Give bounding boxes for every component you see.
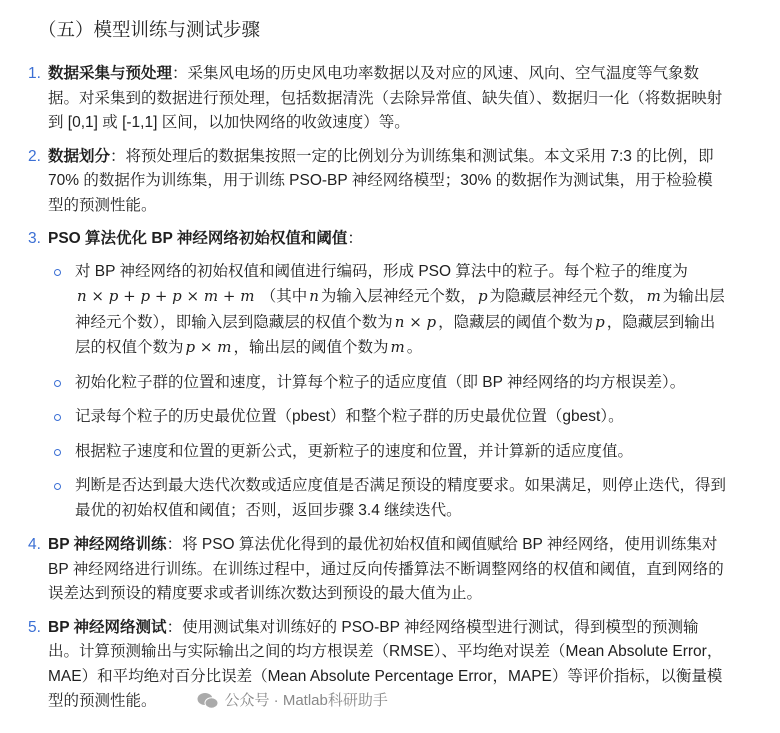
watermark — [197, 689, 388, 714]
substep-5 — [48, 474, 728, 523]
text: 为输出层神经元个数），即输入层到隐藏层的权值个数为 — [75, 288, 725, 331]
section-title: （五）模型训练与测试步骤 — [38, 19, 261, 40]
bullet-icon — [54, 483, 61, 490]
bullet-icon — [54, 449, 61, 456]
step-body: ：将 PSO 算法优化得到的最优初始权值和阈值赋给 BP 神经网络，使用训练集对 BP 神经网络进行训练。在训练过程中，通过反向传播算法不断调整网络的权值和阈值，直到网络的误差达到预设的精度要求或者训练次数达到预设的最大值为止。 — [48, 536, 724, 602]
step-number: 4. — [28, 536, 41, 553]
step-heading: 数据划分 — [48, 147, 111, 165]
step-body: ：使用测试集对训练好的 PSO-BP 神经网络模型进行测试，得到模型的预测输出。计算预测输出与实际输出之间的均方根误差（RMSE）、平均绝对误差（Mean Absolute Error，MAE）和平均绝对百分比误差（Mean Absolute Percentage Error，MAPE）等评价指标，以衡量模型的预测性能。 — [48, 618, 723, 710]
step-heading: BP 神经网络测试 — [48, 618, 167, 636]
step-heading: PSO 算法优化 BP 神经网络初始权值和阈值 — [48, 230, 348, 247]
math-var: m — [646, 287, 661, 305]
step-1 — [28, 62, 728, 136]
bullet-icon — [54, 269, 61, 276]
step-number: 5. — [28, 618, 41, 636]
math-formula: n × p + p + p × m + m — [77, 287, 255, 305]
math-var: p — [595, 312, 605, 331]
wechat-icon — [197, 692, 219, 710]
bullet-icon — [54, 414, 61, 421]
step-body: ： — [347, 230, 363, 247]
step-body: ：将预处理后的数据集按照一定的比例划分为训练集和测试集。本文采用 7:3 的比例，即 70% 的数据作为训练集，用于训练 PSO-BP 神经网络模型；30% 的数据作为测试集，用于检验模型的预测性能。 — [48, 147, 714, 214]
text: 判断是否达到最大迭代次数或适应度值是否满足预设的精度要求。如果满足，则停止迭代，得到最优的初始权值和阈值；否则，返回步骤 3.4 继续迭代。 — [75, 477, 727, 519]
step-2 — [28, 145, 728, 219]
step-number: 2. — [28, 147, 41, 165]
step-heading: BP 神经网络训练 — [48, 536, 167, 553]
text: 初始化粒子群的位置和速度，计算每个粒子的适应度值（即 BP 神经网络的均方根误差）。 — [75, 373, 686, 391]
substep-3 — [48, 405, 728, 430]
step-number: 1. — [28, 65, 41, 82]
math-var: m — [390, 338, 405, 356]
text: 。 — [406, 339, 423, 356]
text: 对 BP 神经网络的初始权值和阈值进行编码，形成 PSO 算法中的粒子。每个粒子的维度为 — [75, 262, 688, 280]
step-number: 3. — [28, 230, 41, 247]
step-3 — [28, 227, 728, 523]
math-formula: p × m — [185, 338, 232, 356]
math-var: n — [309, 287, 319, 305]
text: ，隐藏层的阈值个数为 — [438, 313, 594, 331]
substep-4 — [48, 440, 728, 465]
substep-1 — [48, 260, 728, 361]
substeps-list — [48, 260, 728, 524]
text: 为输入层神经元个数， — [320, 288, 476, 305]
text: 记录每个粒子的历史最优位置（pbest）和整个粒子群的历史最优位置（gbest）。 — [75, 408, 624, 425]
step-5 — [28, 616, 728, 714]
math-formula: n × p — [394, 312, 437, 331]
step-4 — [28, 533, 728, 607]
step-body: ：采集风电场的历史风电功率数据以及对应的风速、风向、空气温度等气象数据。对采集到的数据进行预处理，包括数据清洗（去除异常值、缺失值）、数据归一化（将数据映射到 [0,1] 或 [-1,1] 区间，以加快网络的收敛速度）等。 — [48, 65, 723, 131]
math-var: p — [477, 287, 488, 305]
text: 为隐藏层神经元个数， — [489, 288, 645, 305]
text: ，输出层的阈值个数为 — [233, 339, 389, 356]
text: ，隐藏层到输出层的权值个数为 — [75, 313, 716, 356]
text: （其中 — [256, 288, 308, 305]
bullet-icon — [54, 380, 61, 387]
step-heading: 数据采集与预处理 — [48, 65, 173, 82]
substep-2 — [48, 371, 728, 396]
steps-list — [28, 62, 740, 714]
text: 根据粒子速度和位置的更新公式，更新粒子的速度和位置，并计算新的适应度值。 — [75, 442, 634, 460]
watermark-text: 公众号 · Matlab科研助手 — [224, 692, 388, 709]
